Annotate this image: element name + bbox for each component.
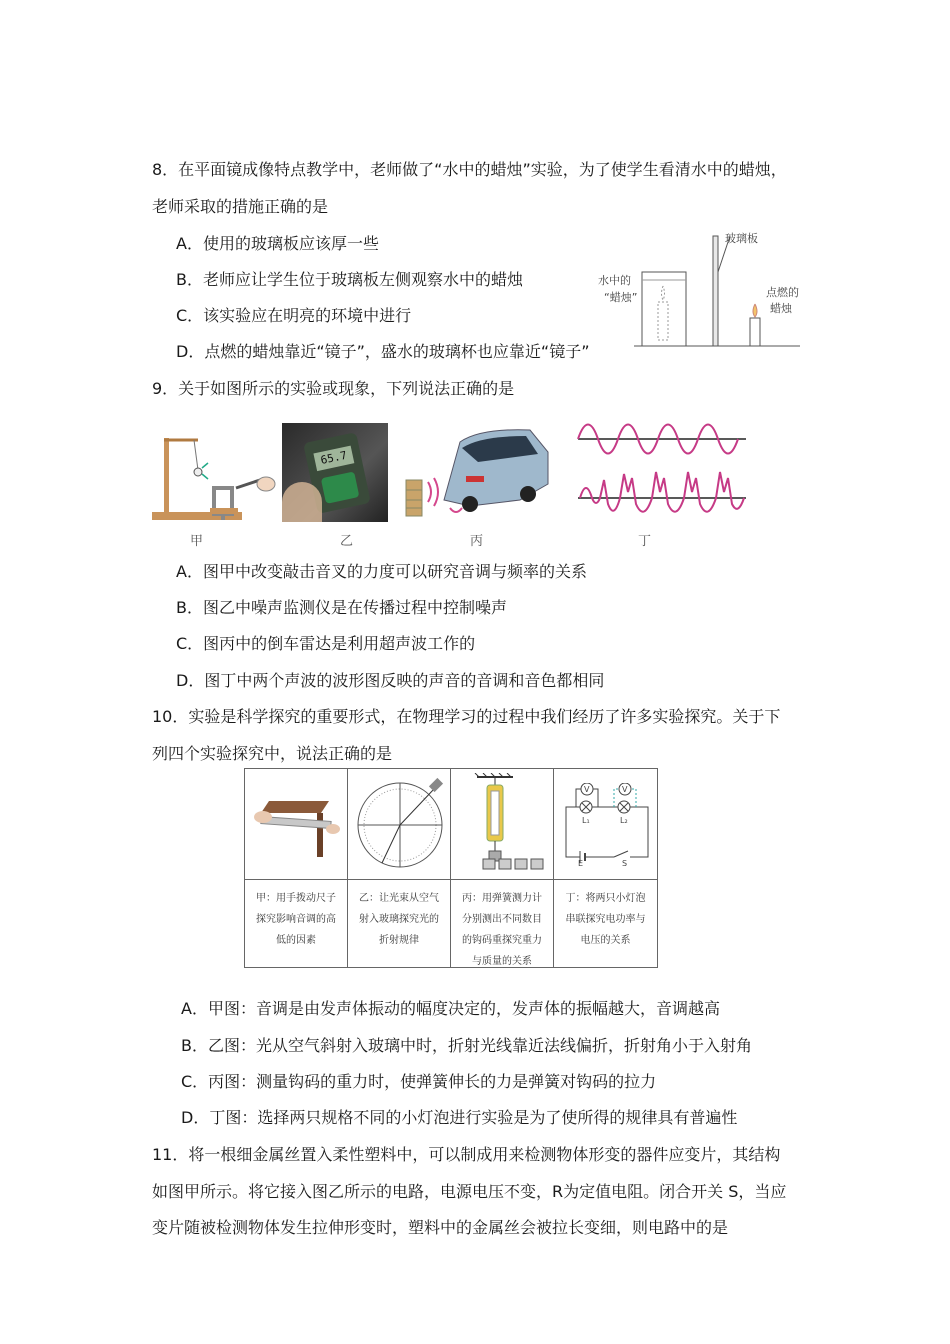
hand [282, 482, 322, 522]
q10-stem-line1: 10．实验是科学探究的重要形式，在物理学习的过程中我们经历了许多实验探究。关于下 [152, 707, 781, 726]
voltmeter-2-label: V [622, 785, 628, 794]
bulb-l1-label: L₁ [582, 816, 590, 825]
q9-option-a: A．图甲中改变敲击音叉的力度可以研究音调与频率的关系 [176, 562, 587, 581]
voltmeter-1-label: V [584, 785, 590, 794]
q9-caption-ding: 丁 [638, 534, 652, 549]
q9-tuning-fork-figure [150, 428, 280, 524]
q10-stem-line2: 列四个实验探究中，说法正确的是 [152, 744, 393, 763]
q9-caption-bing: 丙 [470, 534, 484, 549]
spring-scale-figure [457, 773, 549, 873]
q10-option-b: B．乙图：光从空气斜射入玻璃中时，折射光线靠近法线偏折，折射角小于入射角 [181, 1036, 752, 1055]
q11-line1: 11．将一根细金属丝置入柔性塑料中，可以制成用来检测物体形变的器件应变片，其结构 [152, 1145, 781, 1164]
q9-caption-yi: 乙 [340, 534, 354, 549]
q9-caption-jia: 甲 [190, 534, 204, 549]
water-candle-label-1: 水中的 [598, 274, 631, 287]
ruler-table-figure [251, 789, 341, 859]
q10-cell-bing [451, 769, 554, 967]
q10-cell-yi-text: 乙：让光束从空气射入玻璃探究光的折射规律 [348, 879, 450, 967]
q10-cell-bing-text: 丙：用弹簧测力计分别测出不同数目的钩码重探究重力与质量的关系 [451, 879, 553, 967]
q9-option-b: B．图乙中噪声监测仪是在传播过程中控制噪声 [176, 598, 507, 617]
q10-option-a: A．甲图：音调是由发声体振动的幅度决定的，发声体的振幅越大，音调越高 [181, 999, 720, 1018]
q8-option-b: B．老师应让学生位于玻璃板左侧观察水中的蜡烛 [176, 270, 523, 289]
battery-e-label: E [578, 859, 584, 867]
series-bulbs-circuit-figure [558, 783, 654, 867]
q8-option-d: D．点燃的蜡烛靠近“镜子”，盛水的玻璃杯也应靠近“镜子” [176, 342, 590, 361]
q9-stem: 9．关于如图所示的实验或现象，下列说法正确的是 [152, 379, 515, 398]
protractor-light-figure [354, 775, 446, 871]
meter-display: 65.7 [313, 446, 354, 472]
q8-stem-line1: 8．在平面镜成像特点教学中，老师做了“水中的蜡烛”实验，为了使学生看清水中的蜡烛， [152, 160, 787, 179]
glass-plate-label: 玻璃板 [725, 232, 758, 245]
q9-car-radar-figure [400, 422, 552, 522]
lit-candle-label-2: 蜡烛 [770, 302, 792, 315]
q8-option-a: A．使用的玻璃板应该厚一些 [176, 234, 379, 253]
q9-noise-meter-photo [282, 423, 388, 522]
q10-cell-yi [348, 769, 451, 967]
q10-cell-ding-text: 丁：将两只小灯泡串联探究电功率与电压的关系 [554, 879, 657, 967]
q9-waveform-figure [574, 408, 750, 528]
q10-option-c: C．丙图：测量钩码的重力时，使弹簧伸长的力是弹簧对钩码的拉力 [181, 1072, 657, 1091]
q10-option-d: D．丁图：选择两只规格不同的小灯泡进行实验是为了使所得的规律具有普遍性 [181, 1108, 738, 1127]
q10-cell-jia [245, 769, 348, 967]
q9-option-d: D．图丁中两个声波的波形图反映的声音的音调和音色都相同 [176, 671, 605, 690]
q10-cell-ding [554, 769, 657, 967]
q8-stem-line2: 老师采取的措施正确的是 [152, 197, 329, 216]
q9-option-c: C．图丙中的倒车雷达是利用超声波工作的 [176, 634, 476, 653]
q11-line2: 如图甲所示。将它接入图乙所示的电路，电源电压不变，R为定值电阻。闭合开关 S，当应 [152, 1182, 787, 1201]
water-candle-label-2: “蜡烛” [604, 291, 638, 304]
q10-cell-jia-text: 甲：用手拨动尺子探究影响音调的高低的因素 [245, 879, 347, 967]
meter-buttons [321, 471, 360, 504]
switch-s-label: S [622, 859, 628, 867]
q8-mirror-figure [590, 222, 810, 350]
q11-line3: 变片随被检测物体发生拉伸形变时，塑料中的金属丝会被拉长变细，则电路中的是 [152, 1218, 729, 1237]
lit-candle-label-1: 点燃的 [766, 286, 799, 299]
bulb-l2-label: L₂ [620, 816, 628, 825]
q10-experiment-table [244, 768, 658, 968]
q8-option-c: C．该实验应在明亮的环境中进行 [176, 306, 412, 325]
